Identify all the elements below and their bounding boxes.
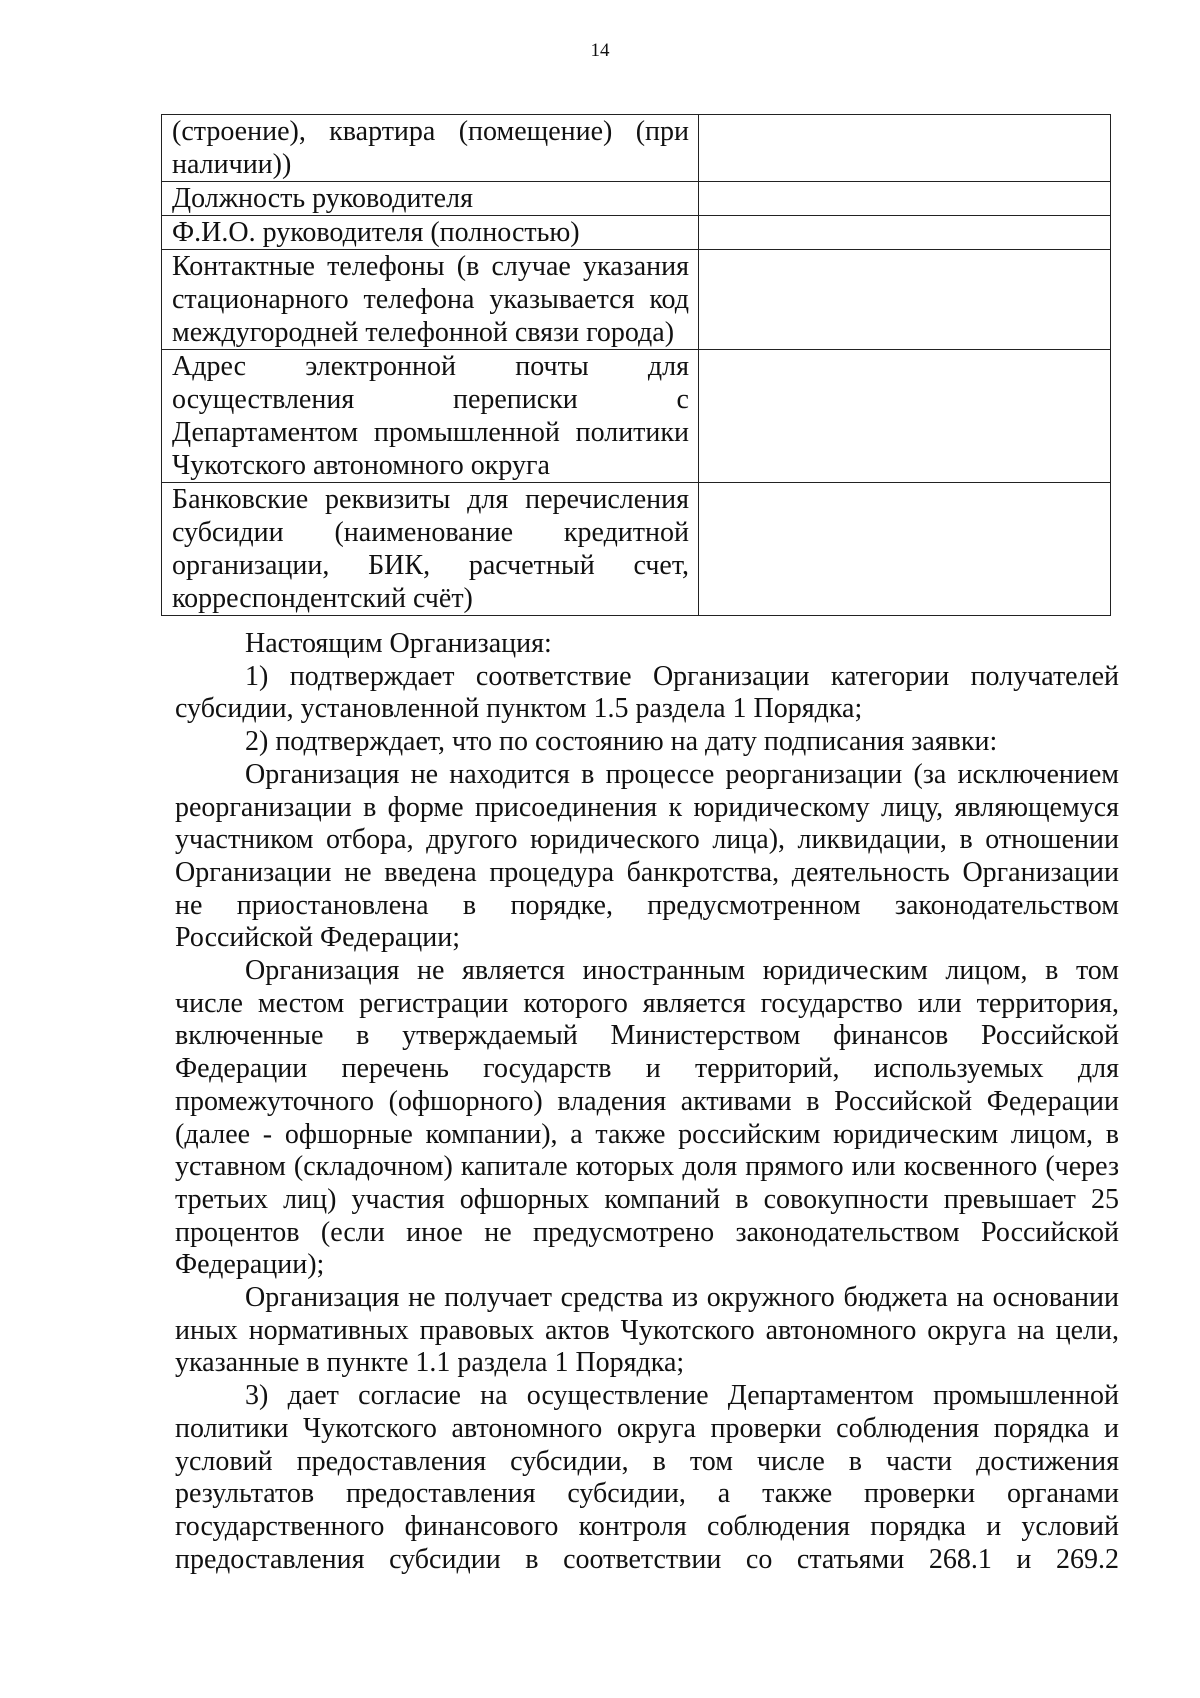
table-row: [162, 216, 1111, 250]
row-value-email: [699, 350, 1111, 483]
row-label-contact-phones: Контактные телефоны (в случае указания стационарного телефона указывается код междугородней телефонной связи города): [162, 250, 699, 350]
row-label-address-continued: (строение), квартира (помещение) (при наличии)): [162, 115, 699, 182]
row-label-director-name: Ф.И.О. руководителя (полностью): [162, 216, 699, 250]
paragraph-intro: Настоящим Организация:: [245, 628, 552, 659]
paragraph-item-2: 2) подтверждает, что по состоянию на дату подписания заявки:: [245, 726, 998, 758]
table-row: [162, 182, 1111, 216]
page-number: 14: [590, 40, 610, 61]
row-value-bank-details: [699, 483, 1111, 616]
table-row: [162, 483, 1111, 616]
row-label-bank-details: Банковские реквизиты для перечисления субсидии (наименование кредитной организации, БИК, расчетный счет, корреспондентский счёт): [162, 483, 699, 616]
organization-info-table: [161, 114, 1111, 616]
table-row: [162, 350, 1111, 483]
row-value-contact-phones: [699, 250, 1111, 350]
table-row: [162, 115, 1111, 182]
paragraph-budget-funds: Организация не получает средства из окружного бюджета на основании иных нормативных правовых актов Чукотского автономного округа на цели, указанные в пункте 1.1 раздела 1 Порядка;: [175, 1282, 1119, 1379]
row-label-email: Адрес электронной почты для осуществления переписки с Департаментом промышленной политики Чукотского автономного округа: [162, 350, 699, 483]
paragraph-item-3: 3) дает согласие на осуществление Департаментом промышленной политики Чукотского автономного округа проверки соблюдения порядка и условий предоставления субсидии, в том числе в части достижения результатов предоставления субсидии, а также проверки органами государственного финансового контроля соблюдения порядка и условий предоставления субсидии в соответствии со статьями 268.1 и 269.2: [175, 1380, 1119, 1575]
paragraph-item-1: 1) подтверждает соответствие Организации категории получателей субсидии, установленной пунктом 1.5 раздела 1 Порядка;: [175, 660, 1119, 725]
table-row: [162, 250, 1111, 350]
row-value-director-position: [699, 182, 1111, 216]
body-text: [175, 628, 1119, 1576]
paragraph-offshore: Организация не является иностранным юридическим лицом, в том числе местом регистрации которого является государство или территория, включенные в утверждаемый Министерством финансов Российской Федерации перечень государств и территорий, используемых для промежуточного (офшорного) владения активами в Российской Федерации (далее - офшорные компании), а также российским юридическим лицом, в уставном (складочном) капитале которых доля прямого или косвенного (через третьих лиц) участия офшорных компаний в совокупности превышает 25 процентов (если иное не предусмотрено законодательством Российской Федерации);: [175, 955, 1119, 1281]
row-label-director-position: Должность руководителя: [162, 182, 699, 216]
paragraph-reorganization: Организация не находится в процессе реорганизации (за исключением реорганизации в форме присоединения к юридическому лицу, являющемуся участником отбора, другого юридического лица), ликвидации, в отношении Организации не введена процедура банкротства, деятельность Организации не приостановлена в порядке, предусмотренном законодательством Российской Федерации;: [175, 758, 1119, 954]
row-value-address-continued: [699, 115, 1111, 182]
row-value-director-name: [699, 216, 1111, 250]
